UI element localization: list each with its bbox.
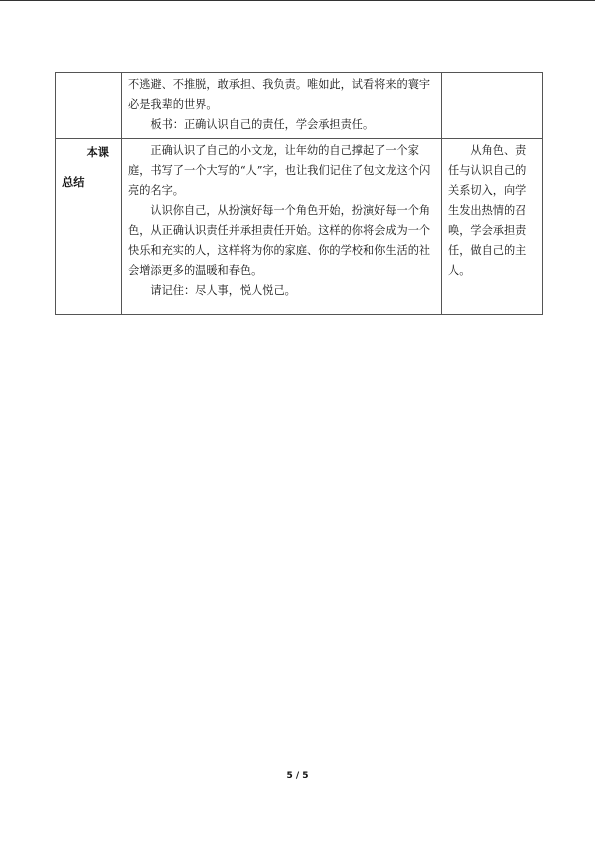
page-number: 5 / 5 [286,771,309,781]
summary-paragraph: 认识你自己，从扮演好每一个角色开始，扮演好每一个角色，从正确认识责任并承担责任开始。这样的你将会成为一个快乐和充实的人，这样将为你的家庭、你的学校和你生活的社会增添更多的温暖和春色。 [128,204,431,277]
row-label-line: 本课 [86,146,109,159]
content-cell [122,73,442,139]
table-row [56,73,543,139]
lesson-plan-table [55,72,543,315]
note-cell [442,73,543,139]
page-top-rule [0,0,595,1]
row-label-cell [56,139,122,315]
row-label-line: 总结 [62,176,85,189]
summary-paragraph: 请记住：尽人事，悦人悦己。 [150,284,296,297]
row-label-cell [56,73,122,139]
summary-paragraph: 正确认识了自己的小文龙，让年幼的自己撑起了一个家庭，书写了一个大写的“人”字，也让我们记住了包文龙这个闪亮的名字。 [128,144,431,197]
content-cell [122,139,442,315]
table-row [56,139,543,315]
board-writing: 板书：正确认识自己的责任，学会承担责任。 [150,118,375,131]
content-paragraph: 不逃避、不推脱，敢承担、我负责。唯如此，试看将来的寰宇必是我辈的世界。 [128,78,431,111]
note-cell: 从角色、责任与认识自己的关系切入，向学生发出热情的召唤，学会承担责任，做自己的主人。 [442,139,543,315]
